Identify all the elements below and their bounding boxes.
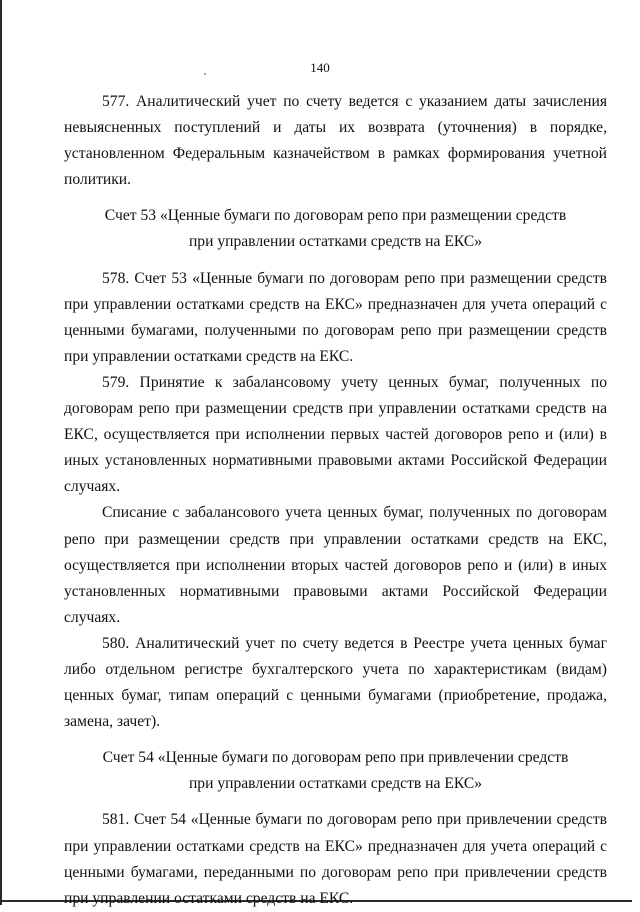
paragraph-580: 580. Аналитический учет по счету ведется в Реестре учета ценных бумаг либо отдельном регистре бухгалтерского учета по характеристикам (видам) ценных бумаг, типам операций с ценными бумагами (приобретение, продажа, замена, зачет). (64, 634, 607, 731)
document-body (64, 89, 607, 912)
heading-account-53-line1: Счет 53 «Ценные бумаги по договорам репо при размещении средств (104, 207, 567, 225)
heading-account-53-line2: при управлении остатками средств на ЕКС» (188, 233, 483, 251)
page-number: 140 (310, 60, 330, 75)
paragraph-579-writeoff: Списание с забалансового учета ценных бумаг, полученных по договорам репо при размещении средств при управлении остатками средств на ЕКС, осуществляется при исполнении вторых частей договоров репо и (или) в иных установленных нормативными правовыми актами Российской Федерации случаях. (64, 504, 607, 626)
paragraph-578: 578. Счет 53 «Ценные бумаги по договорам репо при размещении средств при управлении остатками средств на ЕКС» предназначен для учета операций с ценными бумагами, полученными по договорам репо при размещении средств при управлении остатками средств на ЕКС. (64, 269, 607, 365)
heading-account-54-line1: Счет 54 «Ценные бумаги по договорам репо при привлечении средств (102, 749, 569, 767)
paragraph-581: 581. Счет 54 «Ценные бумаги по договорам репо при привлечении средств при управлении остатками средств на ЕКС» предназначен для учета операций с ценными бумагами, переданными по договорам репо при привлечении средств при управлении остатками средств на ЕКС. (64, 811, 607, 907)
heading-account-54-line2: при управлении остатками средств на ЕКС» (188, 775, 483, 793)
paragraph-577: 577. Аналитический учет по счету ведется с указанием даты зачисления невыясненных поступлений и даты их возврата (уточнения) в порядке, установленном Федеральным казначейством в рамках формирования учетной политики. (64, 93, 607, 189)
paragraph-579: 579. Принятие к забалансовому учету ценных бумаг, полученных по договорам репо при размещении средств при управлении остатками средств на ЕКС, осуществляется при исполнении первых частей договоров репо и (или) в иных установленных нормативными правовыми актами Российской Федерации случаях. (64, 373, 607, 496)
page-edge-left (0, 0, 2, 905)
